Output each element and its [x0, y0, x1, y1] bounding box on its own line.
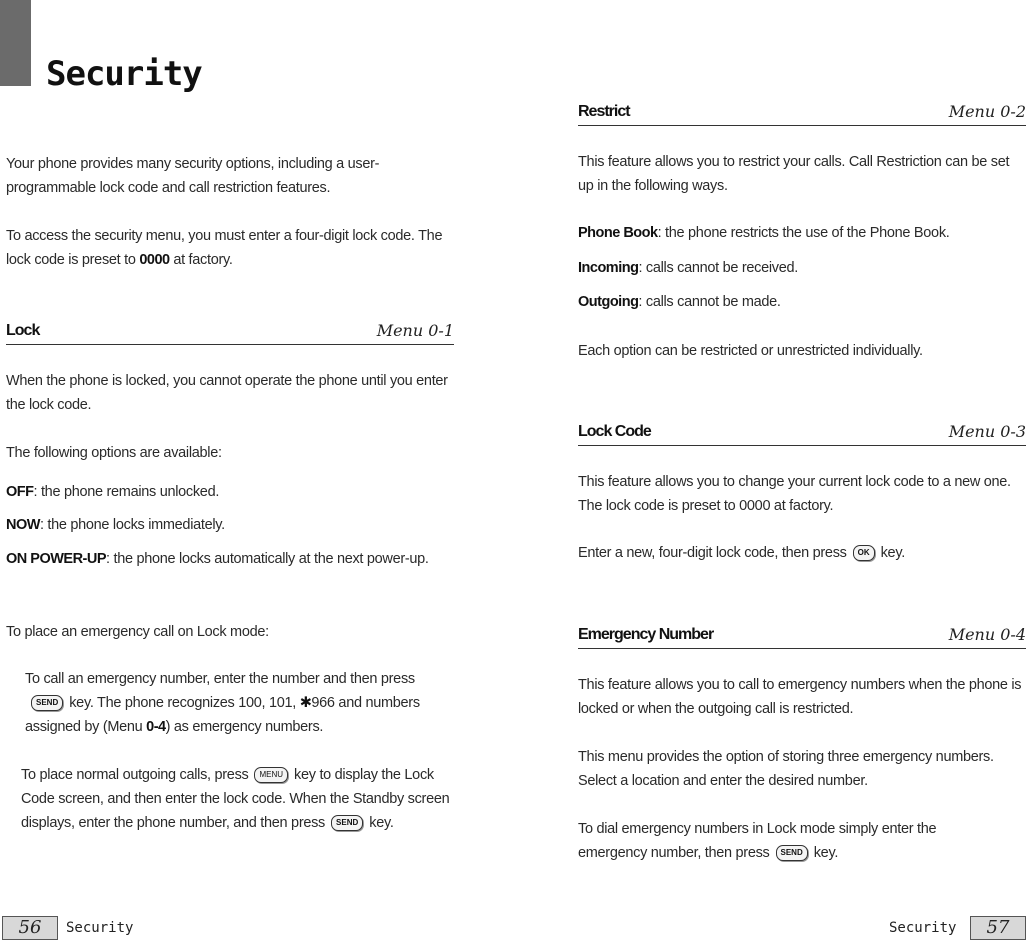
ok-key-icon: OK — [853, 545, 875, 561]
option-desc: : calls cannot be made. — [638, 294, 781, 310]
right-page-number: 57 — [970, 916, 1026, 940]
lock-code-enter-2: key. — [880, 545, 905, 561]
normal-text-2: key to display the Lock Code screen, and then enter the lock code. When the Standby screen displays, enter the phone number, and then press — [21, 767, 450, 831]
option-term: OFF — [6, 484, 34, 500]
star-key-icon: ✱ — [299, 695, 312, 711]
lock-code-heading: Lock Code — [578, 423, 651, 440]
lock-heading: Lock — [6, 322, 40, 339]
normal-text-3: key. — [369, 815, 394, 831]
lock-option-now — [6, 513, 225, 537]
option-term: Phone Book — [578, 225, 658, 241]
option-term: NOW — [6, 517, 40, 533]
menu-key-icon: MENU — [254, 767, 288, 783]
lock-code-description: This feature allows you to change your current lock code to a new one. The lock code is preset to 0000 at factory. — [578, 474, 1011, 514]
emergency-call-intro: To place an emergency call on Lock mode: — [6, 624, 269, 640]
lock-menu-ref: Menu 0-1 — [376, 321, 454, 340]
option-term: Incoming — [578, 260, 639, 276]
restrict-option-incoming — [578, 256, 798, 280]
restrict-menu-ref: Menu 0-2 — [948, 102, 1026, 121]
option-desc: : the phone locks automatically at the next power-up. — [106, 551, 429, 567]
preset-code: 0000 — [139, 252, 170, 268]
option-desc: : the phone locks immediately. — [39, 517, 225, 533]
option-term: ON POWER-UP — [6, 551, 107, 567]
option-desc: : calls cannot be received. — [638, 260, 799, 276]
emergency-text-4: ) as emergency numbers. — [165, 719, 324, 735]
send-key-icon: SEND — [31, 695, 63, 711]
intro-2-prefix: To access the security menu, you must enter a four-digit lock code. The lock code is preset to — [6, 228, 443, 268]
emergency-menu-ref: 0-4 — [146, 719, 166, 735]
chapter-tab-marker — [0, 0, 31, 86]
restrict-note: Each option can be restricted or unrestricted individually. — [578, 343, 923, 359]
send-key-icon: SEND — [776, 845, 808, 861]
lock-description: When the phone is locked, you cannot operate the phone until you enter the lock code. — [6, 373, 448, 413]
restrict-option-outgoing — [578, 290, 781, 314]
lock-code-enter-1: Enter a new, four-digit lock code, then press — [578, 545, 847, 561]
option-desc: : the phone restricts the use of the Phone Book. — [657, 225, 950, 241]
left-footer-label: Security — [66, 920, 134, 936]
lock-section-header — [6, 318, 454, 345]
option-desc: : the phone remains unlocked. — [33, 484, 220, 500]
lock-option-off — [6, 480, 219, 504]
emergency-text-3: 966 and numbers assigned by (Menu — [25, 695, 420, 735]
normal-call-paragraph — [21, 763, 451, 835]
emergency-call-paragraph — [25, 667, 455, 739]
emergency-number-section-header — [578, 622, 1026, 649]
intro-paragraph-1: Your phone provides many security options, including a user-programmable lock code and call restriction features. — [6, 156, 380, 196]
lock-code-menu-ref: Menu 0-3 — [948, 422, 1026, 441]
lock-option-on-power-up — [6, 547, 465, 571]
lock-code-section-header — [578, 419, 1026, 446]
page-title: Security — [46, 54, 202, 94]
emergency-number-description: This feature allows you to call to emergency numbers when the phone is locked or when the outgoing call is restricted. — [578, 677, 1022, 717]
emergency-text-2: key. The phone recognizes 100, 101, — [69, 695, 297, 711]
normal-text-1: To place normal outgoing calls, press — [21, 767, 249, 783]
emergency-number-menu-ref: Menu 0-4 — [948, 625, 1026, 644]
left-page-number: 56 — [2, 916, 58, 940]
emergency-dial-1: To dial emergency numbers in Lock mode simply enter the emergency number, then press — [578, 821, 937, 861]
send-key-icon: SEND — [331, 815, 363, 831]
restrict-option-phone-book — [578, 221, 950, 245]
restrict-section-header — [578, 99, 1026, 126]
emergency-text-1: To call an emergency number, enter the number and then press — [25, 671, 415, 687]
intro-paragraph-2 — [6, 224, 451, 272]
emergency-dial-2: key. — [813, 845, 839, 861]
restrict-heading: Restrict — [578, 103, 630, 120]
option-term: Outgoing — [578, 294, 639, 310]
lock-code-enter — [578, 541, 905, 565]
restrict-description: This feature allows you to restrict your calls. Call Restriction can be set up in the following ways. — [578, 154, 1010, 194]
right-footer-label: Security — [889, 920, 957, 936]
lock-options-intro: The following options are available: — [6, 445, 222, 461]
intro-2-suffix: at factory. — [169, 252, 233, 268]
emergency-number-dial — [578, 817, 1008, 865]
emergency-number-heading: Emergency Number — [578, 626, 714, 643]
emergency-number-storage: This menu provides the option of storing three emergency numbers. Select a location and enter the desired number. — [578, 749, 994, 789]
